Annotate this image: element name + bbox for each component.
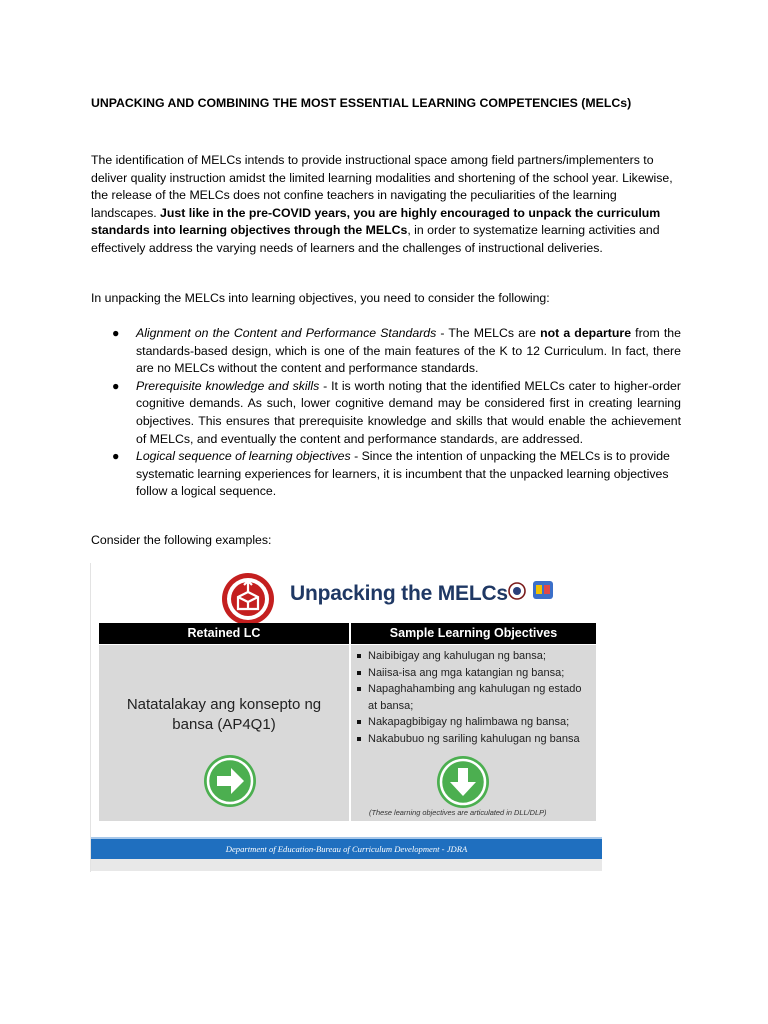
objective-text: Napaghahambing ang kahulugan ng estado at bansa;: [368, 683, 582, 712]
bcd-logo-icon: [532, 579, 554, 601]
square-bullet-icon: [357, 654, 361, 658]
document-title: UNPACKING AND COMBINING THE MOST ESSENTIAL LEARNING COMPETENCIES (MELCs): [91, 96, 632, 110]
bullet-icon: ●: [112, 449, 120, 464]
objective-text: Nakabubuo ng sariling kahulugan ng bansa: [368, 732, 580, 745]
bullet-separator: -: [350, 449, 362, 464]
list-item: [355, 665, 593, 682]
objectives-list: [355, 648, 593, 747]
slide-footer: Department of Education-Bureau of Curriculum Development - JDRA: [91, 837, 602, 859]
melc-example-slide: [90, 563, 602, 872]
slide-title: Unpacking the MELCs: [290, 582, 508, 605]
bullet-bold-text: not a departure: [540, 326, 632, 340]
bullet-text: Since the intention of unpacking the MELCs is to provide systematic learning experiences for learners, it is incumbent that the unpacked learning objectives follow a logical sequence.: [136, 449, 670, 499]
bullet-icon: ●: [112, 378, 120, 393]
intro-paragraph: [91, 152, 683, 258]
slide-bottom-strip: [91, 859, 602, 871]
list-item: [91, 448, 681, 501]
intro-plain-text: The identification of MELCs intends to provide instructional space among field partners/implementers to deliver quality instruction amidst the limited learning modalities and shortening of the school year. Likewise, the release of the MELCs does not confine teachers in navigating the peculiarities of the learning landscapes.: [91, 153, 673, 220]
learning-objectives-header: Sample Learning Objectives: [351, 623, 596, 644]
consider-intro: In unpacking the MELCs into learning objectives, you need to consider the following:: [91, 291, 550, 305]
examples-intro: Consider the following examples:: [91, 533, 272, 547]
retained-lc-line: Natatalakay ang konsepto ng: [126, 696, 322, 713]
list-item: [91, 378, 681, 448]
bullet-text: The MELCs are: [448, 326, 541, 340]
intro-bold-text: Just like in the pre-COVID years, you are highly encouraged to unpack the curriculum standards into learning objectives through the MELCs: [91, 205, 661, 238]
square-bullet-icon: [357, 671, 361, 675]
intro-rest-text: , in order to systematize learning activities and effectively address the varying needs of learners and the challenges of instructional deliveries.: [91, 223, 660, 255]
bullet-icon: ●: [112, 326, 120, 340]
arrow-down-icon: [437, 756, 489, 808]
bullet-term: Logical sequence of learning objectives: [136, 449, 351, 464]
list-item: [355, 714, 593, 731]
bullet-term: Prerequisite knowledge and skills: [136, 378, 320, 393]
objective-text: Naibibigay ang kahulugan ng bansa;: [368, 650, 546, 662]
box-logo-icon: [222, 573, 274, 625]
list-item: [355, 731, 593, 748]
bullet-separator: -: [436, 326, 449, 340]
retained-lc-header: Retained LC: [99, 623, 349, 644]
list-item: [355, 648, 593, 665]
learning-objectives-panel: [351, 645, 596, 821]
objective-text: Nakapagbibigay ng halimbawa ng bansa;: [368, 716, 570, 728]
bullet-text: It is worth noting that the identified MELCs cater to higher-order cognitive demands. As such, lower cognitive demand may be considered first in creating learning objectives. This ensures that prerequisite knowledge and skills that would enable the achievement of MELCs, and eventually the content and performance standards, are addressed.: [136, 378, 681, 446]
bullet-term: Alignment on the Content and Performance Standards: [136, 326, 437, 340]
square-bullet-icon: [357, 720, 361, 724]
objective-text: Naiisa-isa ang mga katangian ng bansa;: [368, 666, 565, 679]
square-bullet-icon: [357, 737, 361, 741]
retained-lc-panel: [99, 645, 349, 821]
retained-lc-text: [99, 695, 349, 735]
arrow-right-icon: [204, 755, 256, 807]
list-item: [91, 325, 681, 378]
bullet-separator: -: [319, 378, 332, 393]
square-bullet-icon: [357, 687, 361, 691]
list-item: [355, 681, 593, 714]
bullet-text: from the standards-based design, which is one of the main features of the K to 12 Curriculum. In fact, there are no MELCs without the content and performance standards.: [136, 326, 681, 376]
considerations-list: [91, 325, 681, 501]
retained-lc-line: bansa (AP4Q1): [172, 716, 276, 733]
deped-seal-icon: [508, 579, 526, 603]
objectives-note: (These learning objectives are articulated in DLL/DLP): [369, 808, 547, 817]
